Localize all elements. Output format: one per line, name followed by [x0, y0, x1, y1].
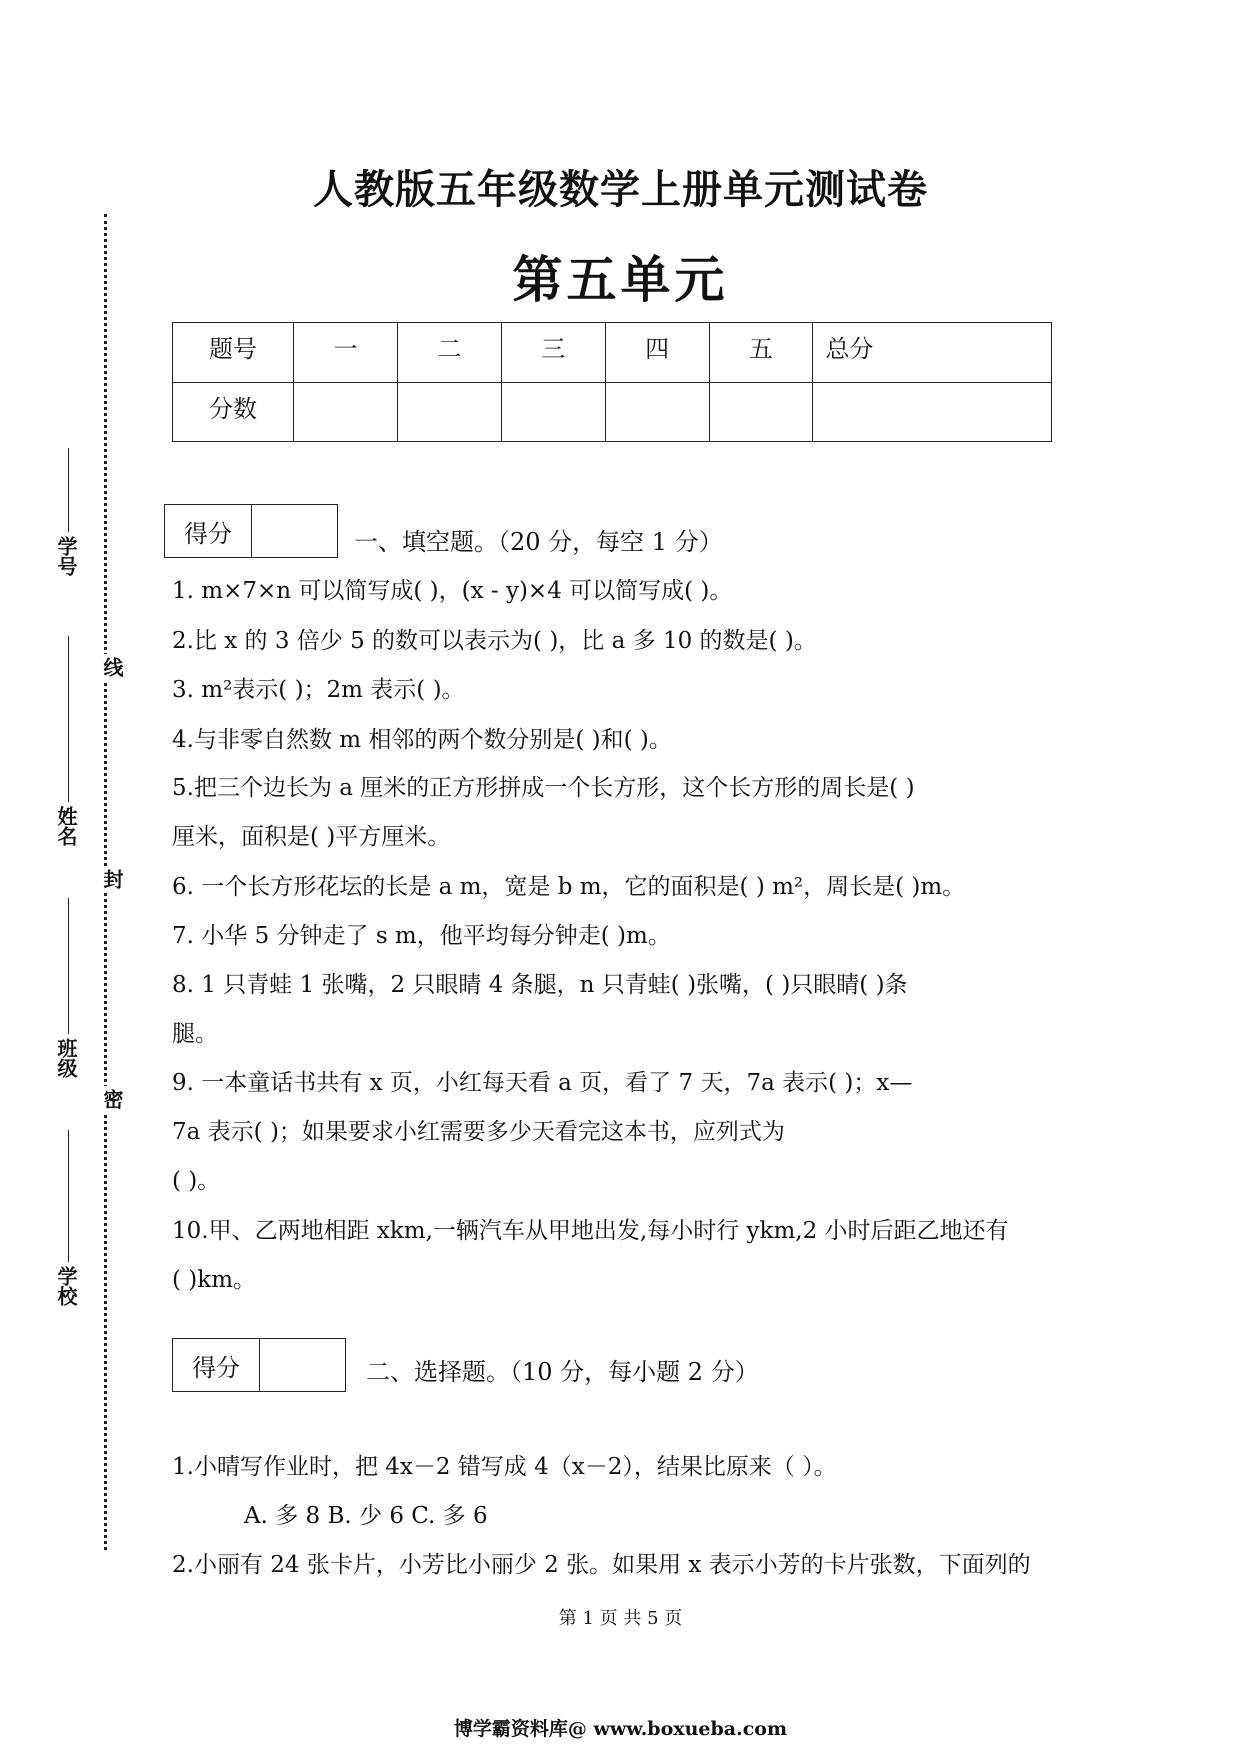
- score-table: [172, 322, 1052, 442]
- table-cell: [605, 382, 709, 442]
- score-box-label: 得分: [165, 505, 252, 557]
- score-box: [172, 1338, 346, 1392]
- table-cell: 四: [605, 323, 709, 383]
- score-box-blank: [260, 1339, 345, 1391]
- section-heading: 二、选择题。（10 分，每小题 2 分）: [366, 1358, 759, 1386]
- table-cell: 题号: [173, 323, 294, 383]
- score-box-label: 得分: [173, 1339, 260, 1391]
- name-underline: [68, 636, 69, 802]
- table-cell: [813, 382, 1052, 442]
- question-line: 4.与非零自然数 m 相邻的两个数分别是( )和( )。: [172, 727, 672, 753]
- table-cell: 一: [294, 323, 398, 383]
- question-line: 3. m²表示( )；2m 表示( )。: [172, 677, 465, 703]
- question-line: 2.比 x 的 3 倍少 5 的数可以表示为( )，比 a 多 10 的数是( )。: [172, 628, 817, 654]
- question-line: 5.把三个边长为 a 厘米的正方形拼成一个长方形，这个长方形的周长是( ): [172, 775, 915, 801]
- page-number: 第 1 页 共 5 页: [558, 1608, 683, 1629]
- table-cell: 五: [709, 323, 813, 383]
- school-label: 学校: [54, 1266, 78, 1306]
- student-id-underline: [68, 448, 69, 532]
- question-line: 1. m×7×n 可以简写成( )，(x - y)×4 可以简写成( )。: [172, 578, 733, 604]
- question-line: 腿。: [172, 1021, 218, 1047]
- table-cell: [709, 382, 813, 442]
- class-underline: [68, 898, 69, 1034]
- question-line: 8. 1 只青蛙 1 张嘴，2 只眼睛 4 条腿，n 只青蛙( )张嘴，( )只眼睛( )条: [172, 972, 908, 998]
- question-line: ( )。: [172, 1168, 221, 1194]
- table-cell: 二: [397, 323, 501, 383]
- question-line: ( )km。: [172, 1267, 257, 1293]
- score-box: [164, 504, 338, 558]
- seal-char-feng: 封: [98, 866, 127, 892]
- question-line: 7a 表示( )；如果要求小红需要多少天看完这本书，应列式为: [172, 1119, 785, 1145]
- table-cell: [294, 382, 398, 442]
- question-line: 7. 小华 5 分钟走了 s m，他平均每分钟走( )m。: [172, 923, 671, 949]
- student-id-label: 学号: [54, 536, 78, 576]
- question-line: 1.小晴写作业时，把 4x－2 错写成 4（x－2），结果比原来（ ）。: [172, 1454, 837, 1480]
- question-line: 10.甲、乙两地相距 xkm,一辆汽车从甲地出发,每小时行 ykm,2 小时后距乙地还有: [172, 1218, 1009, 1244]
- document-title: 人教版五年级数学上册单元测试卷: [313, 166, 928, 213]
- score-box-blank: [252, 505, 337, 557]
- question-line: 2.小丽有 24 张卡片，小芳比小丽少 2 张。如果用 x 表示小芳的卡片张数，下面列的: [172, 1552, 1031, 1578]
- answer-options: A. 多 8 B. 少 6 C. 多 6: [244, 1503, 488, 1529]
- name-label: 姓名: [54, 806, 78, 846]
- table-cell: [501, 382, 605, 442]
- class-label: 班级: [54, 1038, 78, 1078]
- question-line: 厘米，面积是( )平方厘米。: [172, 824, 451, 850]
- table-cell: [397, 382, 501, 442]
- watermark: 博学霸资料库@ www.boxueba.com: [453, 1718, 788, 1740]
- question-line: 6. 一个长方形花坛的长是 a m，宽是 b m，它的面积是( ) m²，周长是( )m。: [172, 874, 966, 900]
- seal-char-mi: 密: [98, 1086, 127, 1112]
- question-line: 9. 一本童话书共有 x 页，小红每天看 a 页，看了 7 天，7a 表示( )；x—: [172, 1070, 913, 1096]
- seal-char-xian: 线: [98, 654, 127, 680]
- score-table-score-row: [173, 382, 1052, 442]
- document-subtitle: 第五单元: [512, 250, 729, 309]
- section-heading: 一、填空题。（20 分，每空 1 分）: [354, 528, 723, 556]
- school-underline: [68, 1130, 69, 1262]
- score-table-header-row: [173, 323, 1052, 383]
- table-cell: 三: [501, 323, 605, 383]
- table-cell: 总分: [813, 323, 1052, 383]
- table-cell: 分数: [173, 382, 294, 442]
